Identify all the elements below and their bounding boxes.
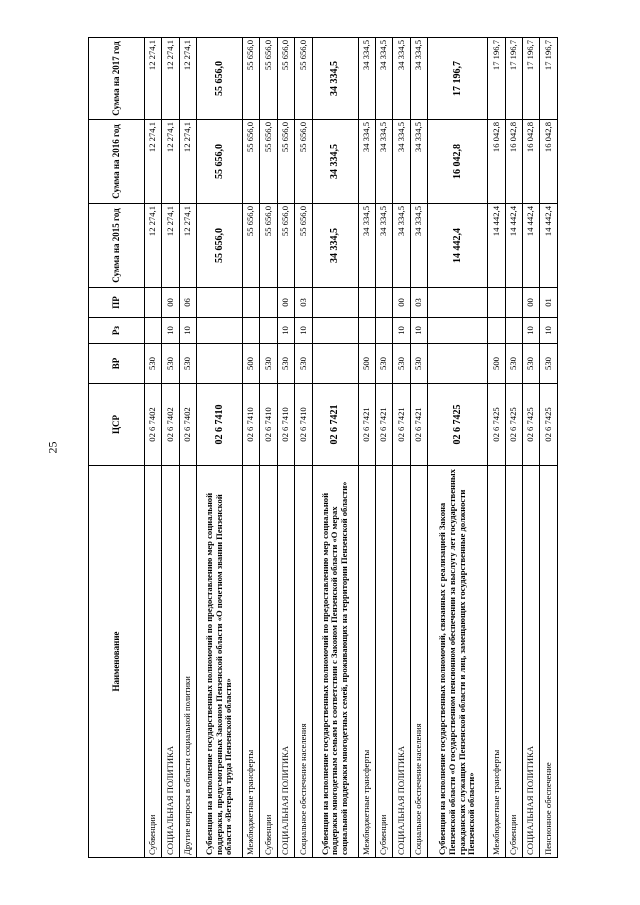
row-pr-cell (312, 288, 358, 318)
row-rz-cell (145, 318, 162, 344)
row-2015-cell: 55 656,0 (295, 204, 312, 288)
row-csr-cell: 02 6 7410 (277, 384, 294, 466)
row-2016-cell: 34 334,5 (375, 120, 392, 204)
row-rz-cell (427, 318, 487, 344)
row-2017-cell: 17 196,7 (488, 38, 505, 120)
row-vr-cell: 530 (260, 344, 277, 384)
row-csr-cell: 02 6 7410 (243, 384, 260, 466)
budget-table (88, 37, 558, 858)
row-name-cell: Социальное обеспечение населения (295, 466, 312, 858)
table-row (277, 38, 294, 858)
row-2015-cell: 34 334,5 (358, 204, 375, 288)
row-2017-cell: 55 656,0 (243, 38, 260, 120)
row-rz-cell (197, 318, 243, 344)
row-2016-cell: 16 042,8 (505, 120, 522, 204)
row-2016-cell: 12 274,1 (145, 120, 162, 204)
row-vr-cell (427, 344, 487, 384)
row-rz-cell: 10 (523, 318, 540, 344)
row-2015-cell: 14 442,4 (505, 204, 522, 288)
row-csr-cell: 02 6 7402 (145, 384, 162, 466)
row-pr-cell (260, 288, 277, 318)
row-rz-cell (358, 318, 375, 344)
row-name-cell: Субвенции (375, 466, 392, 858)
row-name-cell: Межбюджетные трансферты (488, 466, 505, 858)
row-2015-cell: 14 442,4 (540, 204, 558, 288)
row-2015-cell: 14 442,4 (427, 204, 487, 288)
header-rz: Рз (89, 318, 145, 344)
row-rz-cell: 10 (295, 318, 312, 344)
row-name-cell: Субвенции на исполнение государственных полномочий по предоставлению мер социальной поддержки многодетным семьям в соответствии с Законом Пензенской области «О мерах социальной поддержки многодетных семей, проживающих на территории Пензенской области» (312, 466, 358, 858)
table-row (145, 38, 162, 858)
row-rz-cell (488, 318, 505, 344)
table-row (410, 38, 427, 858)
row-csr-cell: 02 6 7410 (260, 384, 277, 466)
row-pr-cell (427, 288, 487, 318)
row-csr-cell: 02 6 7421 (312, 384, 358, 466)
row-2017-cell: 34 334,5 (393, 38, 410, 120)
header-csr: ЦСР (89, 384, 145, 466)
row-name-cell: Другие вопросы в области социальной политики (179, 466, 196, 858)
row-2016-cell: 55 656,0 (277, 120, 294, 204)
row-rz-cell (375, 318, 392, 344)
row-csr-cell: 02 6 7421 (393, 384, 410, 466)
rotated-table-wrapper (88, 38, 558, 858)
table-body (145, 38, 558, 858)
row-csr-cell: 02 6 7410 (197, 384, 243, 466)
row-2017-cell: 55 656,0 (197, 38, 243, 120)
row-rz-cell: 10 (277, 318, 294, 344)
row-pr-cell (243, 288, 260, 318)
header-name: Наименование (89, 466, 145, 858)
row-rz-cell (243, 318, 260, 344)
row-name-cell: Пенсионное обеспечение (540, 466, 558, 858)
row-rz-cell: 10 (393, 318, 410, 344)
table-row (375, 38, 392, 858)
header-vr: ВР (89, 344, 145, 384)
row-2017-cell: 17 196,7 (540, 38, 558, 120)
table-row (179, 38, 196, 858)
row-2016-cell: 55 656,0 (260, 120, 277, 204)
row-csr-cell: 02 6 7402 (179, 384, 196, 466)
table-row (295, 38, 312, 858)
row-rz-cell: 10 (162, 318, 179, 344)
row-2017-cell: 55 656,0 (260, 38, 277, 120)
row-csr-cell: 02 6 7421 (410, 384, 427, 466)
row-csr-cell: 02 6 7425 (505, 384, 522, 466)
row-2016-cell: 16 042,8 (540, 120, 558, 204)
row-2015-cell: 55 656,0 (260, 204, 277, 288)
row-vr-cell: 530 (162, 344, 179, 384)
row-rz-cell (312, 318, 358, 344)
row-rz-cell: 10 (179, 318, 196, 344)
row-name-cell: Межбюджетные трансферты (243, 466, 260, 858)
row-pr-cell (197, 288, 243, 318)
header-2015: Сумма на 2015 год (89, 204, 145, 288)
row-rz-cell (260, 318, 277, 344)
row-vr-cell (197, 344, 243, 384)
row-2016-cell: 16 042,8 (523, 120, 540, 204)
row-pr-cell: 00 (523, 288, 540, 318)
row-rz-cell: 10 (540, 318, 558, 344)
table-row (427, 38, 487, 858)
row-pr-cell (358, 288, 375, 318)
row-2015-cell: 55 656,0 (243, 204, 260, 288)
row-2017-cell: 17 196,7 (523, 38, 540, 120)
row-vr-cell: 530 (410, 344, 427, 384)
row-2016-cell: 34 334,5 (410, 120, 427, 204)
row-name-cell: Субвенции на исполнение государственных полномочий, связанных с реализацией Закона Пензенской области «О государственном пенсионном обеспечении за выслугу лет государственных гражданских служащих Пензенской области и лиц, замещающих государственные должности Пензенской области» (427, 466, 487, 858)
row-csr-cell: 02 6 7410 (295, 384, 312, 466)
row-2015-cell: 55 656,0 (277, 204, 294, 288)
row-vr-cell: 530 (277, 344, 294, 384)
table-row (243, 38, 260, 858)
row-vr-cell: 530 (505, 344, 522, 384)
row-2016-cell: 16 042,8 (488, 120, 505, 204)
row-2017-cell: 34 334,5 (312, 38, 358, 120)
row-vr-cell: 530 (295, 344, 312, 384)
row-pr-cell: 06 (179, 288, 196, 318)
table-row (488, 38, 505, 858)
row-pr-cell (488, 288, 505, 318)
row-csr-cell: 02 6 7425 (488, 384, 505, 466)
row-vr-cell: 530 (375, 344, 392, 384)
row-pr-cell (375, 288, 392, 318)
row-vr-cell: 530 (145, 344, 162, 384)
row-vr-cell: 530 (179, 344, 196, 384)
table-row (312, 38, 358, 858)
row-2015-cell: 34 334,5 (312, 204, 358, 288)
row-2017-cell: 12 274,1 (162, 38, 179, 120)
row-rz-cell: 10 (410, 318, 427, 344)
row-2017-cell: 55 656,0 (277, 38, 294, 120)
row-name-cell: Субвенции на исполнение государственных полномочий по предоставлению мер социальной поддержки, предусмотренных Законом Пензенской области «О почетном звании Пензенской области «Ветеран труда Пензенской области» (197, 466, 243, 858)
row-2015-cell: 34 334,5 (393, 204, 410, 288)
row-2015-cell: 12 274,1 (162, 204, 179, 288)
row-pr-cell: 00 (277, 288, 294, 318)
row-2015-cell: 14 442,4 (523, 204, 540, 288)
row-pr-cell: 01 (540, 288, 558, 318)
row-2016-cell: 34 334,5 (358, 120, 375, 204)
row-name-cell: СОЦИАЛЬНАЯ ПОЛИТИКА (277, 466, 294, 858)
row-2016-cell: 55 656,0 (243, 120, 260, 204)
table-row (523, 38, 540, 858)
header-2017: Сумма на 2017 год (89, 38, 145, 120)
row-name-cell: Субвенции (260, 466, 277, 858)
row-name-cell: СОЦИАЛЬНАЯ ПОЛИТИКА (393, 466, 410, 858)
row-2015-cell: 12 274,1 (145, 204, 162, 288)
row-vr-cell: 530 (523, 344, 540, 384)
row-csr-cell: 02 6 7425 (427, 384, 487, 466)
table-row (260, 38, 277, 858)
row-vr-cell: 500 (358, 344, 375, 384)
row-2016-cell: 12 274,1 (162, 120, 179, 204)
row-vr-cell (312, 344, 358, 384)
table-row (358, 38, 375, 858)
row-vr-cell: 500 (488, 344, 505, 384)
row-2016-cell: 55 656,0 (197, 120, 243, 204)
row-2017-cell: 34 334,5 (410, 38, 427, 120)
row-2015-cell: 34 334,5 (375, 204, 392, 288)
row-2017-cell: 34 334,5 (358, 38, 375, 120)
table-header-row (89, 38, 145, 858)
row-pr-cell (505, 288, 522, 318)
row-pr-cell: 03 (295, 288, 312, 318)
row-csr-cell: 02 6 7425 (540, 384, 558, 466)
row-pr-cell: 03 (410, 288, 427, 318)
row-name-cell: Субвенции (145, 466, 162, 858)
row-2017-cell: 12 274,1 (145, 38, 162, 120)
row-name-cell: Социальное обеспечение населения (410, 466, 427, 858)
row-2015-cell: 12 274,1 (179, 204, 196, 288)
row-2016-cell: 55 656,0 (295, 120, 312, 204)
row-2016-cell: 16 042,8 (427, 120, 487, 204)
row-2017-cell: 34 334,5 (375, 38, 392, 120)
row-2015-cell: 14 442,4 (488, 204, 505, 288)
page-number: 25 (45, 441, 60, 454)
row-csr-cell: 02 6 7402 (162, 384, 179, 466)
row-2015-cell: 55 656,0 (197, 204, 243, 288)
row-pr-cell (145, 288, 162, 318)
row-2016-cell: 34 334,5 (312, 120, 358, 204)
row-csr-cell: 02 6 7425 (523, 384, 540, 466)
table-row (197, 38, 243, 858)
row-vr-cell: 530 (393, 344, 410, 384)
row-vr-cell: 530 (540, 344, 558, 384)
row-2017-cell: 12 274,1 (179, 38, 196, 120)
table-row (540, 38, 558, 858)
row-rz-cell (505, 318, 522, 344)
row-csr-cell: 02 6 7421 (375, 384, 392, 466)
row-2017-cell: 17 196,7 (427, 38, 487, 120)
row-2016-cell: 34 334,5 (393, 120, 410, 204)
row-vr-cell: 500 (243, 344, 260, 384)
row-name-cell: Субвенции (505, 466, 522, 858)
table-row (505, 38, 522, 858)
row-name-cell: Межбюджетные трансферты (358, 466, 375, 858)
row-2015-cell: 34 334,5 (410, 204, 427, 288)
row-pr-cell: 00 (162, 288, 179, 318)
table-row (393, 38, 410, 858)
row-name-cell: СОЦИАЛЬНАЯ ПОЛИТИКА (523, 466, 540, 858)
row-csr-cell: 02 6 7421 (358, 384, 375, 466)
row-2017-cell: 55 656,0 (295, 38, 312, 120)
row-pr-cell: 00 (393, 288, 410, 318)
row-name-cell: СОЦИАЛЬНАЯ ПОЛИТИКА (162, 466, 179, 858)
row-2017-cell: 17 196,7 (505, 38, 522, 120)
table-row (162, 38, 179, 858)
row-2016-cell: 12 274,1 (179, 120, 196, 204)
header-2016: Сумма на 2016 год (89, 120, 145, 204)
header-pr: ПР (89, 288, 145, 318)
